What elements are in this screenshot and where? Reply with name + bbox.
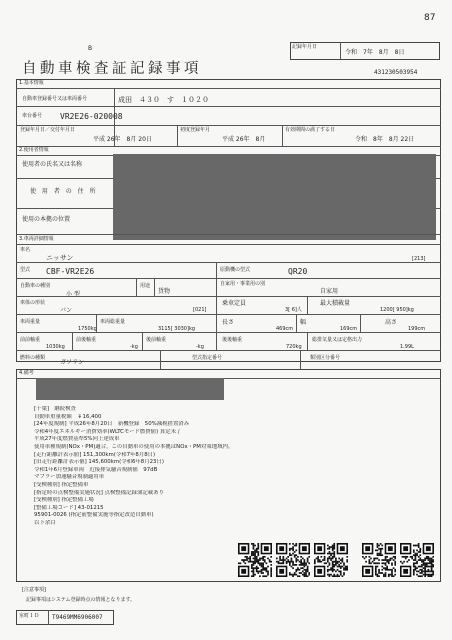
page-number: 87	[424, 13, 436, 23]
section-vehicle-header: 3.車両詳細情報	[19, 236, 54, 242]
displacement-label: 総排気量又は定格出力	[312, 337, 363, 343]
body-shape-value: バン	[60, 307, 73, 314]
remarks-line: [受検種別] 指定整備工場	[34, 497, 94, 504]
document-number: 431230503954	[374, 69, 418, 76]
footer-id-label: 室町ＩＤ	[19, 613, 40, 619]
remarks-line: [整備工場コード] 43-01215	[34, 504, 104, 511]
type-designation-label: 型式指定番号	[192, 355, 223, 361]
section-user-header: 2.使用者情報	[19, 147, 49, 153]
footer-id-value: T9469MM6906007	[52, 614, 103, 621]
height-label: 高さ	[385, 319, 398, 326]
purpose-value: 貨物	[158, 288, 171, 295]
document-title: 自動車検査証記録事項	[22, 61, 202, 77]
remarks-line: [千葉] 継続検査	[34, 406, 76, 412]
max-load-label: 最大積載量	[320, 300, 351, 307]
body-shape-code: [021]	[193, 307, 207, 313]
user-name-label: 使用者の氏名又は名称	[22, 161, 83, 168]
car-name-value: ニッサン	[46, 254, 74, 262]
qr-code-5	[400, 543, 434, 577]
document-mark: B	[88, 45, 93, 52]
user-info-redaction	[113, 154, 436, 240]
width-value: 169cm	[340, 326, 358, 332]
fuel-type-value: ガソリン	[60, 359, 85, 366]
use-type-label: 自家用・事業用の別	[220, 281, 266, 287]
section-basic-header: 1.基本情報	[19, 80, 44, 86]
remarks-line: 以下余白	[34, 519, 56, 526]
rear-rear-axle-value: 720kg	[286, 344, 302, 350]
width-label: 幅	[300, 319, 307, 326]
displacement-value: 1.99L	[400, 344, 414, 350]
remarks-line: 使用車種規制(NOx・PM)適合。この自動車の使用の本拠はNOx・PM対策地域内。	[34, 443, 234, 450]
record-date-label: 記録年月日	[292, 44, 318, 50]
rear-front-axle-value: -kg	[196, 344, 204, 350]
remarks-line: [走行距離計表示値] 151,300km(令和7年8月8日)	[34, 451, 156, 458]
vehicle-kind-value: 小 型	[66, 291, 80, 298]
engine-model-label: 原動機の型式	[220, 267, 251, 273]
gross-weight-label: 車両総重量	[100, 319, 126, 325]
remarks-line: 95901-0026 (指定前整備実施等指定改造自動車)	[34, 512, 154, 519]
capacity-label: 乗車定員	[222, 300, 247, 307]
vehicle-weight-label: 車両重量	[20, 319, 41, 325]
rear-rear-axle-label: 後後軸重	[222, 337, 243, 343]
expiry-value: 令和 8年 8月 22日	[355, 136, 415, 143]
capacity-value: 3[ 6]人	[285, 307, 302, 313]
reg-number-value: 成田 ４３０ す １０２０	[118, 96, 209, 104]
engine-model-value: QR20	[288, 267, 308, 276]
remarks-line: マフラー加速騒音規制適用車	[34, 474, 105, 481]
gross-weight-value: 3115[ 3030]kg	[158, 326, 196, 332]
remarks-line: [旧走行距離計表示値] 145,600km(令和6年8月23日)	[34, 459, 164, 466]
length-value: 469cm	[276, 326, 294, 332]
height-value: 199cm	[408, 326, 426, 332]
remarks-line: 平成27年度燃費基準5%向上達成車	[34, 436, 120, 443]
remarks-line: [受検種別] 指定整備車	[34, 481, 89, 488]
model-label: 型式	[20, 267, 31, 273]
front-front-axle-value: 1030kg	[46, 344, 65, 350]
reg-date-value: 平成 26年 8月 20日	[93, 136, 152, 143]
car-name-code: [213]	[412, 256, 426, 262]
qr-code-4	[362, 543, 396, 577]
remarks-line: [指定時の点検整備実施状況] 点検整備記録簿記載あり	[34, 489, 164, 496]
remarks-line: 令和4年度エネルギー消費効率(WLTCモード燃費値) 算定未了	[34, 428, 182, 435]
remarks-line: 令和1年6月登録車両 近接排気騒音規制値 97dB	[34, 466, 158, 473]
model-value: CBF-VR2E26	[46, 267, 95, 276]
base-location-label: 使用の本拠の位置	[22, 216, 71, 223]
qr-code-1	[238, 543, 272, 577]
purpose-label: 用途	[140, 283, 151, 289]
body-shape-label: 車体の形状	[20, 300, 46, 306]
max-load-value: 1200[ 950]kg	[380, 307, 414, 313]
notes-text: 記録事項はシステム登録時点の情報となります。	[26, 597, 136, 603]
user-address-label: 使 用 者 の 住 所	[30, 188, 98, 195]
reg-date-label: 登録年月日／交付年月日	[20, 127, 76, 133]
front-front-axle-label: 前前軸重	[20, 337, 41, 343]
remarks-line: [24年度規制] 平成26年8月20日 新機登録 50%減税措置済み	[34, 421, 190, 428]
class-number-label: 類別区分番号	[310, 355, 341, 361]
length-label: 長さ	[222, 319, 235, 326]
reg-number-label: 自動車登録番号又は車両番号	[22, 96, 88, 102]
front-rear-axle-value: -kg	[130, 344, 138, 350]
rear-front-axle-label: 後前軸重	[146, 337, 167, 343]
car-name-label: 車名	[20, 247, 31, 253]
first-reg-label: 初度登録年月	[180, 127, 211, 133]
first-reg-value: 平成 26年 8月	[222, 136, 266, 143]
remarks-line: 自動車重量税額 ￥16,400	[34, 413, 102, 420]
front-rear-axle-label: 前後軸重	[76, 337, 97, 343]
section-remarks-header: 4.備考	[19, 370, 34, 376]
chassis-number-label: 車台番号	[22, 113, 43, 119]
chassis-number-value: VR2E26-020008	[60, 112, 123, 121]
qr-code-3	[314, 543, 348, 577]
remarks-redaction	[36, 378, 224, 400]
vehicle-kind-label: 自動車の種別	[20, 283, 51, 289]
remarks-list	[34, 406, 246, 528]
expiry-label: 有効期間の満了する日	[285, 127, 336, 133]
qr-code-2	[276, 543, 310, 577]
record-date-value: 令和 7年 8月 8日	[345, 49, 405, 56]
notes-header: [注意事項]	[22, 587, 46, 593]
vehicle-weight-value: 1750kg	[78, 326, 97, 332]
fuel-type-label: 燃料の種類	[20, 355, 46, 361]
use-type-value: 自家用	[320, 288, 339, 295]
